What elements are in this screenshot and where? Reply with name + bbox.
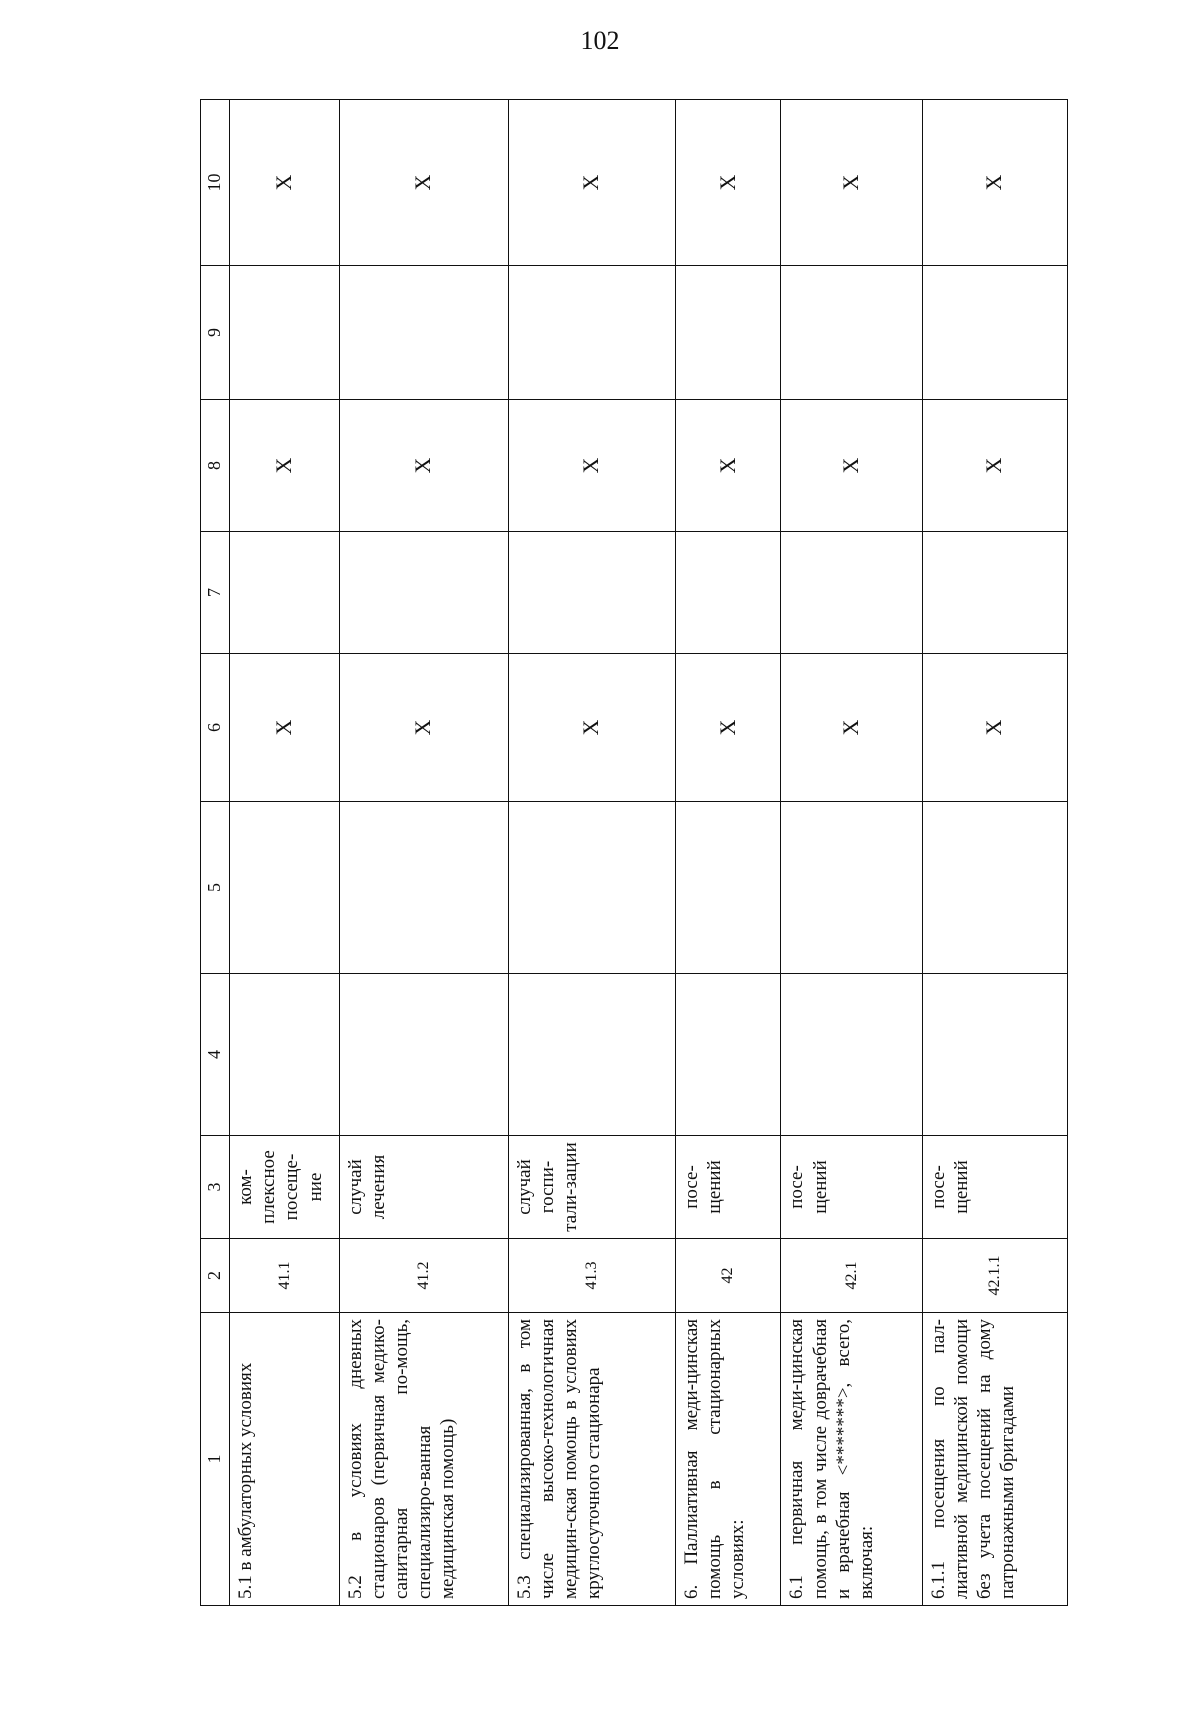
cell [508,974,675,1136]
table-row [781,100,922,1606]
cell [339,974,508,1136]
col-header: 10 [201,100,230,266]
cell [675,974,781,1136]
cell: X [781,100,922,266]
row-unit: посе-щений [675,1136,781,1239]
row-unit: случай лечения [339,1136,508,1239]
table-row [508,100,675,1606]
cell: X [230,100,340,266]
cell: X [922,654,1068,802]
row-unit: посе-щений [922,1136,1068,1239]
col-header: 7 [201,532,230,654]
table-row [230,100,340,1606]
cell: X [922,400,1068,532]
cell [508,266,675,400]
cell: X [339,654,508,802]
cell [230,266,340,400]
cell: X [675,654,781,802]
cell [230,532,340,654]
cell [339,266,508,400]
row-code: 42.1.1 [922,1239,1068,1313]
cell [781,802,922,974]
cell [675,802,781,974]
cell [508,802,675,974]
page-number: 102 [580,26,620,55]
cell [781,266,922,400]
rotated-table-container [200,100,1068,1606]
row-code: 42 [675,1239,781,1313]
cell: X [675,100,781,266]
cell [230,974,340,1136]
row-name: 5.3 специализированная, в том числе высоко-технологичная медицин-ская помощь в условиях круглосуточного стационара [508,1313,675,1606]
cell: X [508,654,675,802]
row-code: 41.2 [339,1239,508,1313]
cell [781,532,922,654]
row-name: 5.2 в условиях дневных стационаров (первичная медико-санитарная по-мощь, специализиро-ванная медицинская помощь) [339,1313,508,1606]
data-table [200,99,1068,1606]
cell: X [781,654,922,802]
cell [508,532,675,654]
table-row [922,100,1068,1606]
cell: X [781,400,922,532]
row-name: 5.1 в амбулаторных условиях [230,1313,340,1606]
row-unit: ком-плексное посеще-ние [230,1136,340,1239]
cell [230,802,340,974]
cell [339,802,508,974]
cell [922,532,1068,654]
cell [675,266,781,400]
cell [922,974,1068,1136]
table-row [675,100,781,1606]
col-header: 9 [201,266,230,400]
row-code: 41.1 [230,1239,340,1313]
cell: X [230,400,340,532]
cell: X [339,100,508,266]
row-name: 6.1.1 посещения по пал-лиативной медицинской помощи без учета посещений на дому патронажными бригадами [922,1313,1068,1606]
row-unit: посе-щений [781,1136,922,1239]
row-name: 6.1 первичная меди-цинская помощь, в том числе доврачебная и врачебная <*******>, всего, включая: [781,1313,922,1606]
cell [922,802,1068,974]
cell: X [230,654,340,802]
cell: X [922,100,1068,266]
col-header: 8 [201,400,230,532]
cell [922,266,1068,400]
row-name: 6. Паллиативная меди-цинская помощь в стационарных условиях: [675,1313,781,1606]
table-row [339,100,508,1606]
cell: X [675,400,781,532]
cell: X [508,400,675,532]
header-row [201,100,230,1606]
cell [675,532,781,654]
row-unit: случай госпи-тали-зации [508,1136,675,1239]
cell: X [339,400,508,532]
cell [339,532,508,654]
row-code: 42.1 [781,1239,922,1313]
cell [781,974,922,1136]
col-header: 6 [201,654,230,802]
col-header: 5 [201,802,230,974]
col-header: 4 [201,974,230,1136]
col-header: 2 [201,1239,230,1313]
cell: X [508,100,675,266]
col-header: 1 [201,1313,230,1606]
row-code: 41.3 [508,1239,675,1313]
col-header: 3 [201,1136,230,1239]
